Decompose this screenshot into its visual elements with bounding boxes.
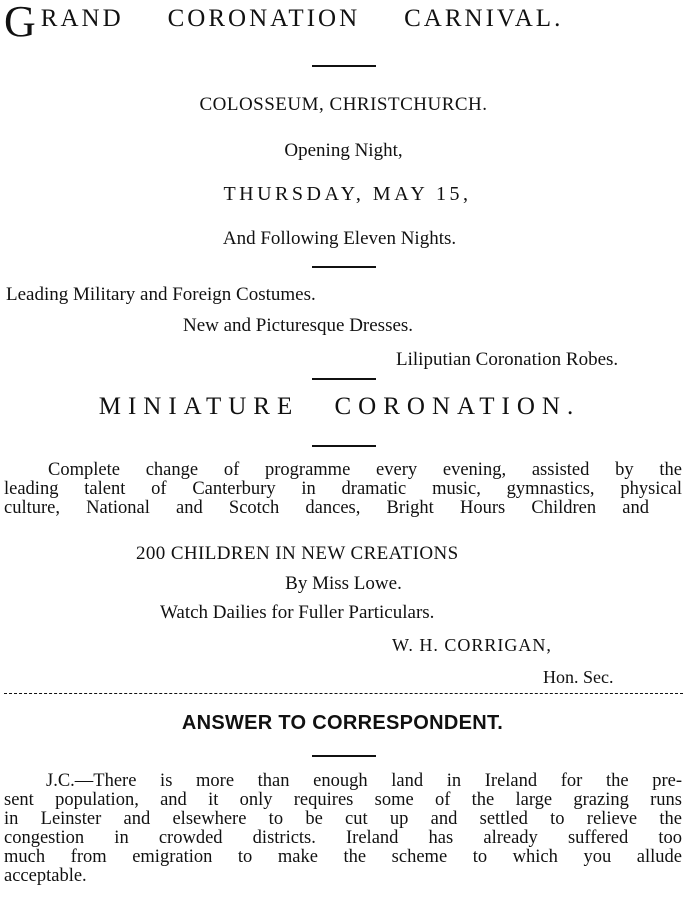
programme-line-1: Complete change of programme every evening, assisted by the <box>48 460 682 480</box>
divider-rule <box>312 65 376 67</box>
title-word-grand: RAND <box>40 5 124 32</box>
divider-rule <box>312 378 376 380</box>
correspondent-line-3: in Leinster and elsewhere to be cut up and settled to relieve the <box>4 809 682 829</box>
correspondent-line-1: J.C.—There is more than enough land in Ireland for the pre- <box>46 771 682 791</box>
correspondent-heading: ANSWER TO CORRESPONDENT. <box>181 712 504 734</box>
correspondent-line-2: sent population, and it only requires some of the large grazing runs <box>4 790 682 810</box>
date-line: THURSDAY, MAY 15, <box>223 183 472 205</box>
signatory-title: Hon. Sec. <box>543 667 614 687</box>
divider-rule <box>312 266 376 268</box>
correspondent-line-4: congestion in crowded districts. Ireland has already suffered too <box>4 828 682 848</box>
miniature-coronation-heading: MINIATURE CORONATION. <box>98 393 581 420</box>
correspondent-line-5: much from emigration to make the scheme to which you allude <box>4 847 682 867</box>
costumes-line-2: New and Picturesque Dresses. <box>183 315 414 336</box>
programme-line-2: leading talent of Canterbury in dramatic music, gymnastics, physical <box>4 479 682 499</box>
children-line: 200 CHILDREN IN NEW CREATIONS <box>136 543 459 564</box>
carnival-title <box>4 0 684 46</box>
costumes-line-1: Leading Military and Foreign Costumes. <box>6 284 316 305</box>
title-initial: G <box>4 0 39 46</box>
divider-rule <box>312 445 376 447</box>
opening-night-line: Opening Night, <box>284 140 403 161</box>
watch-dailies-line: Watch Dailies for Fuller Particulars. <box>160 602 435 623</box>
divider-rule <box>312 755 376 757</box>
venue-line: COLOSSEUM, CHRISTCHURCH. <box>199 94 488 115</box>
correspondent-paragraph <box>4 772 682 886</box>
correspondent-line-6: acceptable. <box>4 866 87 886</box>
by-miss-lowe-line: By Miss Lowe. <box>285 573 402 594</box>
signatory-name: W. H. CORRIGAN, <box>392 635 552 655</box>
section-separator <box>4 693 683 695</box>
programme-paragraph <box>4 461 682 518</box>
programme-line-3: culture, National and Scotch dances, Bright Hours Children and <box>4 498 649 518</box>
costumes-line-3: Liliputian Coronation Robes. <box>396 349 619 370</box>
title-word-coronation: CORONATION <box>167 5 361 32</box>
title-word-carnival: CARNIVAL. <box>404 5 564 32</box>
following-nights-line: And Following Eleven Nights. <box>222 228 457 249</box>
